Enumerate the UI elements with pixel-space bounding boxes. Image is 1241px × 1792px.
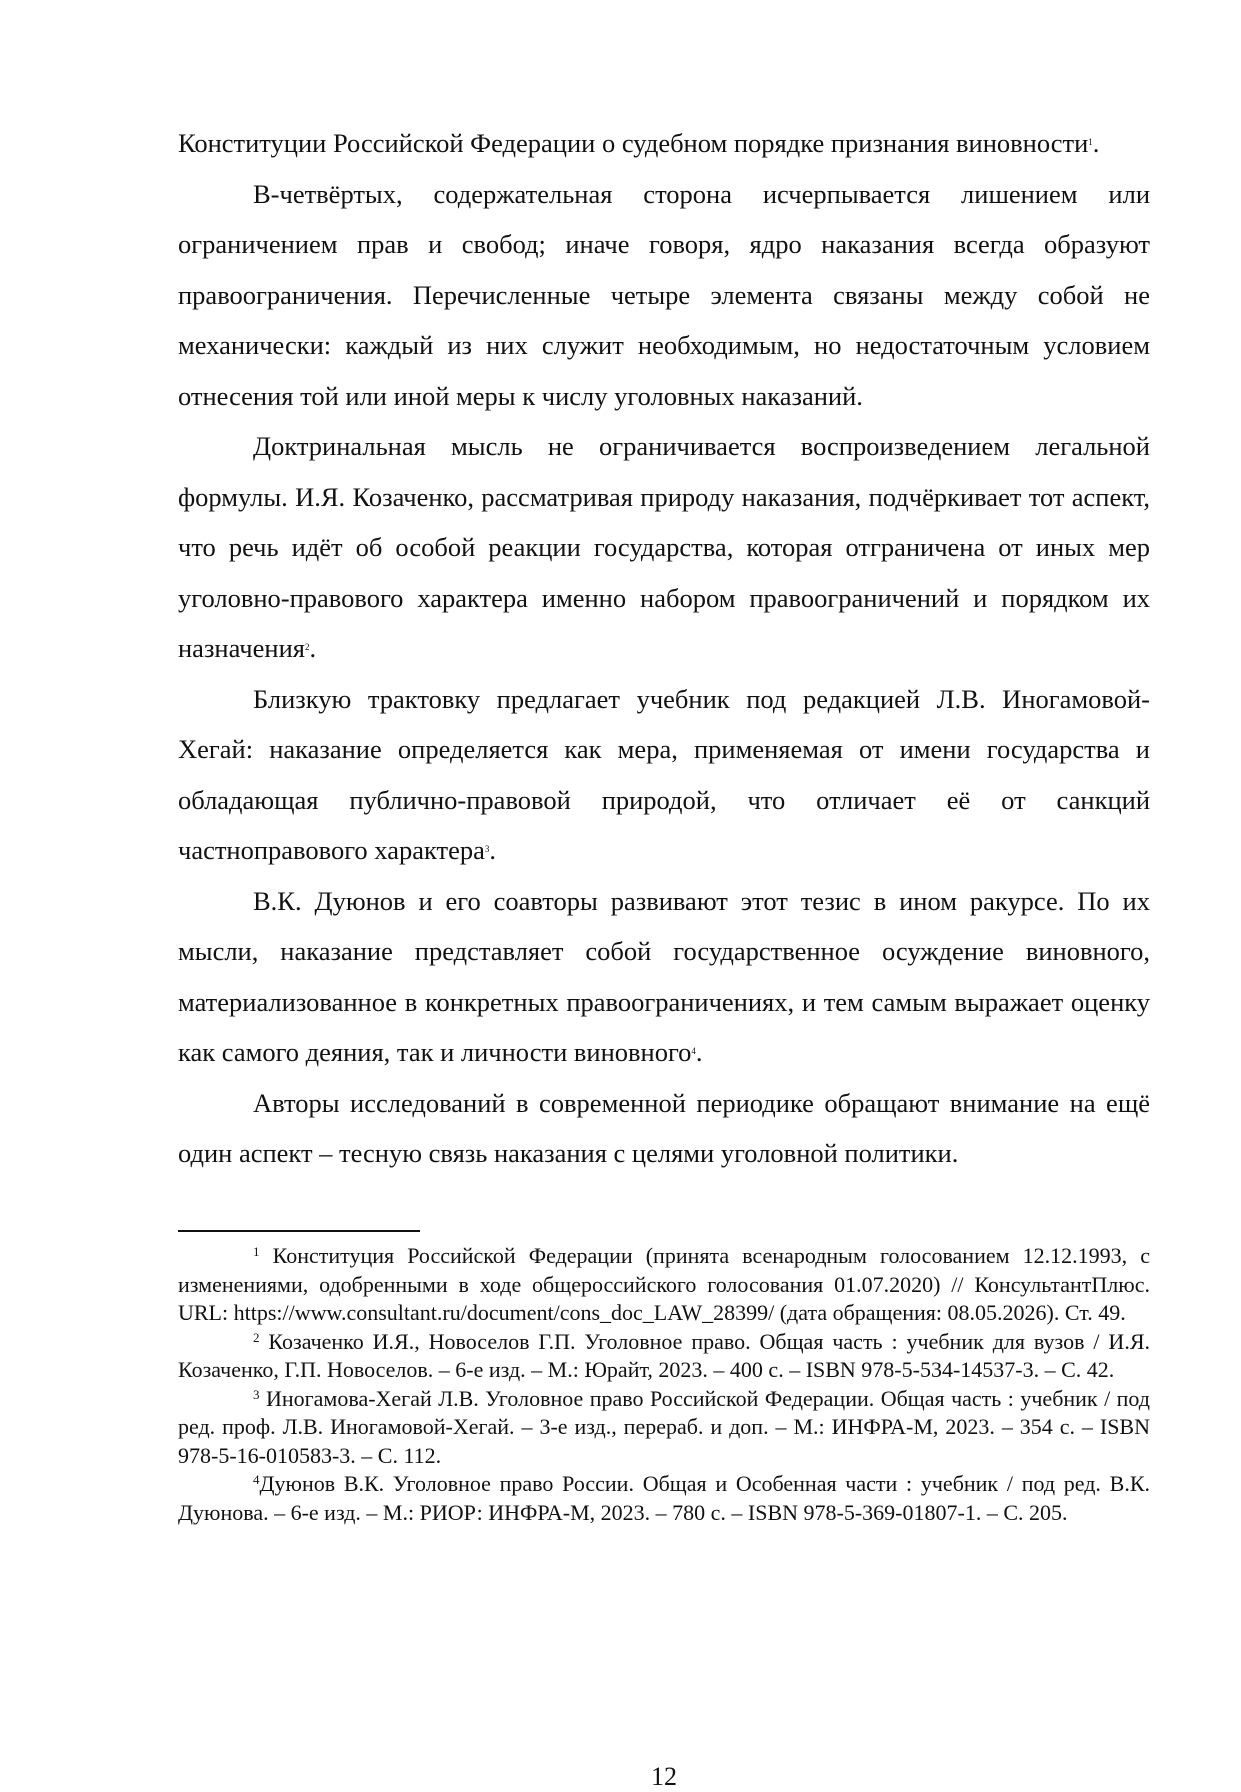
paragraph-tail: .: [309, 633, 317, 663]
paragraph-fourthly: В-четвёртых, содержательная сторона исчерпывается лишением или ограничением прав и свобод; иначе говоря, ядро наказания всегда образуют правоограничения. Перечисленные четыре элемента связаны между собой не механически: каждый из них служит необходимым, но недостаточным условием отнесения той или иной меры к числу уголовных наказаний.: [178, 178, 1150, 411]
footnote-2: [178, 1328, 1150, 1385]
footnote-reference[interactable]: 4: [691, 1046, 696, 1056]
paragraph-text: В.К. Дуюнов и его соавторы развивают этот тезис в ином ракурсе. По их мысли, наказание представляет собой государственное осуждение виновного, материализованное в конкретных правоограничениях, и тем самым выражает оценку как самого деяния, так и личности виновного: [178, 885, 1150, 1067]
footnote-text: Дуюнов В.К. Уголовное право России. Общая и Особенная части : учебник / под ред. В.К. Дуюнова. – 6-е изд. – М.: РИОР: ИНФРА-М, 2023. – 780 с. – ISBN 978-5-369-01807-1. – С. 205.: [178, 1471, 1150, 1525]
footnote-1: [178, 1242, 1150, 1328]
body-text: [178, 118, 1150, 1179]
paragraph-doctrinal: [178, 421, 1150, 674]
paragraph-inogamova: [178, 674, 1150, 876]
footnote-reference[interactable]: 3: [484, 844, 490, 854]
paragraph-duyunov: [178, 876, 1150, 1078]
footnote-reference[interactable]: 1: [1088, 137, 1093, 147]
footnote-3: [178, 1385, 1150, 1471]
page-number: 12: [651, 1762, 677, 1791]
footnote-4: [178, 1470, 1150, 1527]
footnote-reference[interactable]: 2: [304, 642, 310, 652]
paragraph-tail: .: [1092, 128, 1100, 158]
footnote-number: 1: [253, 1244, 260, 1259]
footnote-text: Козаченко И.Я., Новоселов Г.П. Уголовное право. Общая часть : учебник для вузов / И.Я. Козаченко, Г.П. Новоселов. – 6-е изд. – М.: Юрайт, 2023. – 400 с. – ISBN 978-5-534-14537-3. – С. 42.: [178, 1328, 1150, 1382]
footnotes: [178, 1242, 1150, 1527]
footnote-separator: [178, 1230, 420, 1232]
document-page: [178, 118, 1151, 1791]
paragraph-text: Доктринальная мысль не ограничивается воспроизведением легальной формулы. И.Я. Козаченко, рассматривая природу наказания, подчёркивает тот аспект, что речь идёт об особой реакции государства, которая отграничена от иных мер уголовно-правового характера именно набором правоограничений и порядком их назначения: [178, 431, 1150, 663]
footnote-number: 3: [253, 1386, 260, 1402]
footnote-number: 4: [253, 1472, 260, 1487]
footnote-number: 2: [253, 1329, 260, 1345]
paragraph-tail: .: [695, 1037, 703, 1067]
paragraph-continuation: [178, 118, 1150, 169]
footnote-text: Конституция Российской Федерации (принята всенародным голосованием 12.12.1993, с изменениями, одобренными в ходе общероссийского голосования 01.07.2020) // КонсультантПлюс. URL: https://www.consultant.ru/document/cons_doc_LAW_28399/ (дата обращения: 08.05.2026). Ст. 49.: [178, 1243, 1151, 1325]
paragraph-text: Близкую трактовку предлагает учебник под редакцией Л.В. Иногамовой-Хегай: наказание определяется как мера, применяемая от имени государства и обладающая публично-правовой природой, что отличает её от санкций частноправового характера: [178, 683, 1150, 865]
paragraph-periodicals: Авторы исследований в современной периодике обращают внимание на ещё один аспект – тесную связь наказания с целями уголовной политики.: [178, 1087, 1150, 1168]
paragraph-text: Конституции Российской Федерации о судебном порядке признания виновности: [178, 128, 1089, 158]
footnote-text: Иногамова-Хегай Л.В. Уголовное право Российской Федерации. Общая часть : учебник / под ред. проф. Л.В. Иногамовой-Хегай. – 3-е изд., перераб. и доп. – М.: ИНФРА-М, 2023. – 354 с. – ISBN 978-5-16-010583-3. – С. 112.: [178, 1385, 1150, 1468]
paragraph-tail: .: [489, 835, 496, 865]
